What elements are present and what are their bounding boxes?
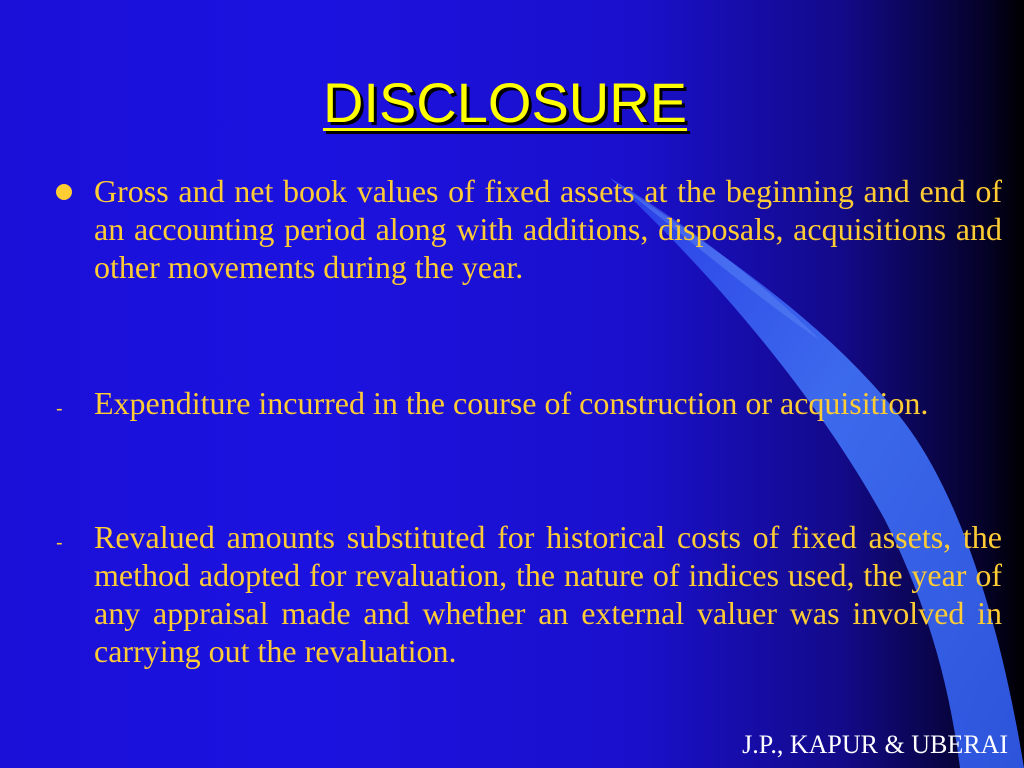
dash-marker: - — [56, 532, 63, 554]
slide-title: DISCLOSURE — [322, 71, 688, 134]
list-item-text: Expenditure incurred in the course of construction or acquisition. — [94, 385, 929, 421]
list-item — [94, 172, 1002, 286]
author-footer: J.P., KAPUR & UBERAI — [742, 730, 1008, 759]
dash-marker: - — [56, 398, 63, 420]
list-item — [56, 518, 1002, 670]
list-item-text: Revalued amounts substituted for historical costs of fixed assets, the method adopted for revaluation, the nature of indices used, the year of any appraisal made and whether an external valuer was involved in carrying out the revaluation. — [94, 519, 1002, 669]
list-item-text: Gross and net book values of fixed assets at the beginning and end of an accounting period along with additions, disposals, acquisitions and other movements during the year. — [94, 173, 1002, 285]
bullet-icon — [56, 184, 72, 200]
list-item — [56, 384, 1002, 422]
